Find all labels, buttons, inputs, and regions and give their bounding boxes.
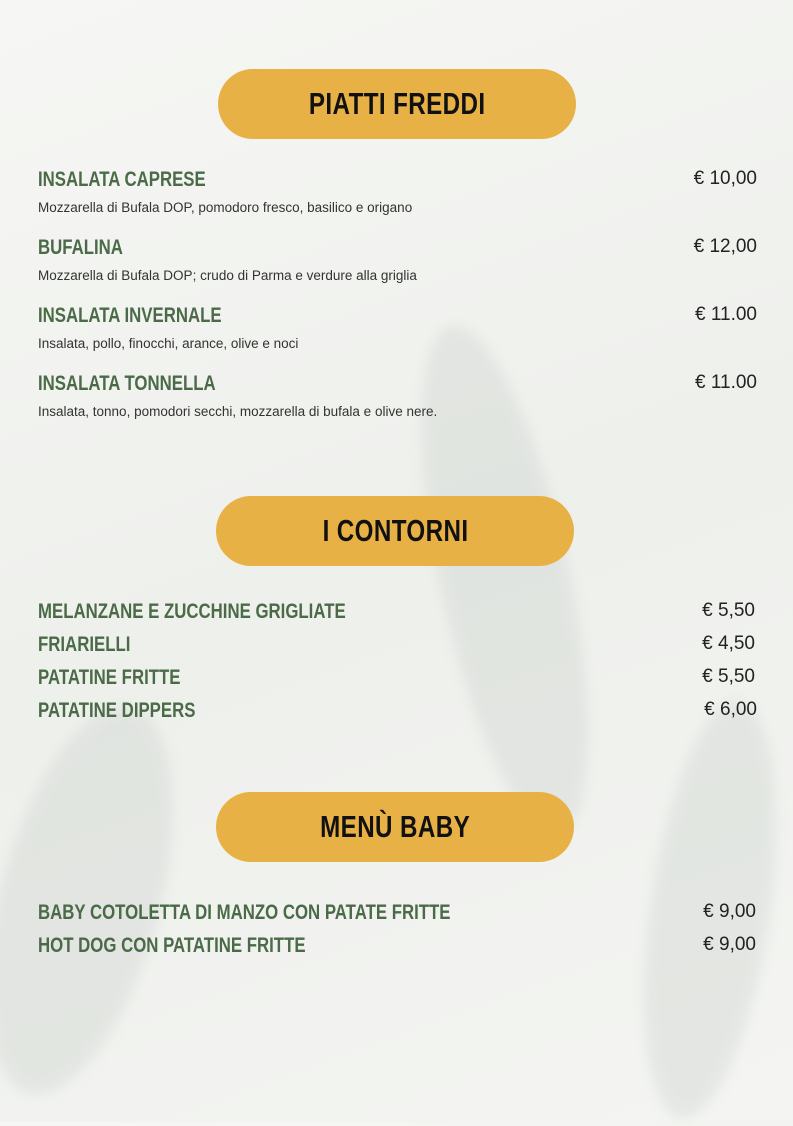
section-title: PIATTI FREDDI <box>308 86 486 121</box>
item-name: PATATINE FRITTE <box>38 666 181 689</box>
item-name: BABY COTOLETTA DI MANZO CON PATATE FRITTE <box>38 901 451 924</box>
item-price: € 4,50 <box>702 633 755 654</box>
item-name: INSALATA INVERNALE <box>38 304 222 327</box>
item-price: € 10,00 <box>693 168 757 189</box>
item-name: FRIARIELLI <box>38 633 131 656</box>
item-name: BUFALINA <box>38 236 123 259</box>
item-name: MELANZANE E ZUCCHINE GRIGLIATE <box>38 600 346 623</box>
section-header-menu-baby <box>216 792 574 862</box>
item-description: Mozzarella di Bufala DOP; crudo di Parma e verdure alla griglia <box>38 268 417 283</box>
section-title: MENÙ BABY <box>320 809 470 844</box>
item-name: PATATINE DIPPERS <box>38 699 196 722</box>
item-description: Insalata, pollo, finocchi, arance, olive e noci <box>38 336 299 351</box>
item-price: € 11.00 <box>695 304 757 325</box>
item-description: Insalata, tonno, pomodori secchi, mozzarella di bufala e olive nere. <box>38 404 438 419</box>
section-header-contorni <box>216 496 574 566</box>
section-title: I CONTORNI <box>322 513 468 548</box>
item-name: INSALATA TONNELLA <box>38 372 216 395</box>
item-price: € 12,00 <box>693 236 757 257</box>
item-description: Mozzarella di Bufala DOP, pomodoro fresco, basilico e origano <box>38 200 413 215</box>
item-name: INSALATA CAPRESE <box>38 168 206 191</box>
item-price: € 11.00 <box>695 372 757 393</box>
item-price: € 6,00 <box>704 699 757 720</box>
item-price: € 9,00 <box>703 901 756 922</box>
background-brush-stroke <box>387 312 622 848</box>
item-price: € 5,50 <box>702 666 755 687</box>
section-header-piatti-freddi <box>218 69 576 139</box>
item-name: HOT DOG CON PATATINE FRITTE <box>38 934 306 957</box>
item-price: € 9,00 <box>703 934 756 955</box>
background-brush-stroke <box>0 686 209 1114</box>
item-price: € 5,50 <box>702 600 755 621</box>
